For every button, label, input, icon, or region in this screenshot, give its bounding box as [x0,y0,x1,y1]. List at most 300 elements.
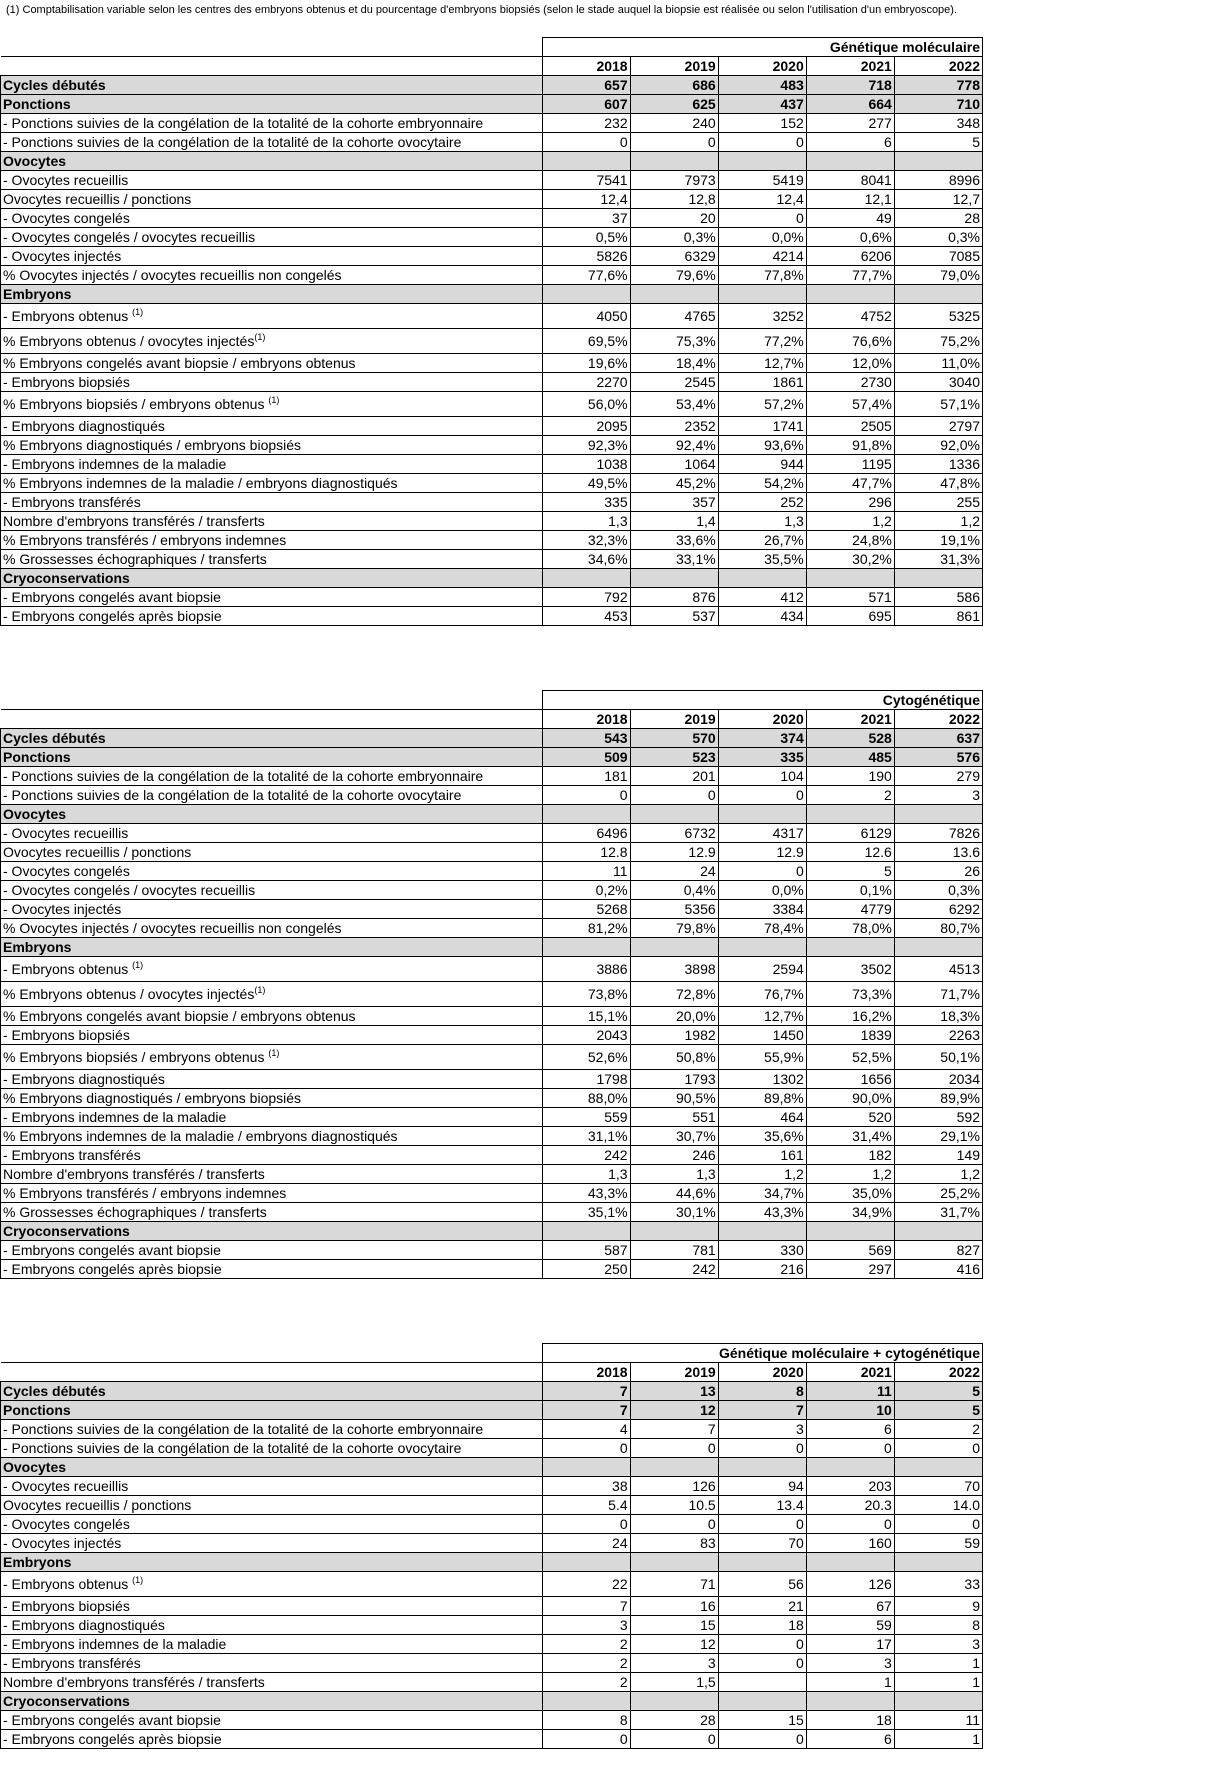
footnote-marker: (1) [268,1048,280,1058]
value-cell: 0,0% [718,228,806,247]
row-label-text: - Embryons congelés après biopsie [3,1731,222,1747]
value-cell: 4765 [630,304,718,329]
row-label [1,1260,543,1279]
row-label-text: - Embryons diagnostiqués [3,418,165,434]
row-label-text: Ovocytes [3,153,67,169]
row-label [1,95,543,114]
value-cell: 6496 [542,824,630,843]
value-cell: 523 [630,748,718,767]
footnote-marker: (1) [254,332,266,342]
table-row [1,1184,983,1203]
value-cell: 2095 [542,417,630,436]
row-label [1,1089,543,1108]
value-cell: 781 [630,1241,718,1260]
value-cell: 31,3% [894,550,982,569]
value-cell: 1656 [806,1070,894,1089]
value-cell: 437 [718,95,806,114]
value-cell: 15 [630,1616,718,1635]
value-cell [894,938,982,957]
row-label [1,1616,543,1635]
value-cell: 1450 [718,1026,806,1045]
value-cell: 0 [718,1439,806,1458]
value-cell: 18 [806,1711,894,1730]
row-label-text: % Embryons indemnes de la maladie / embryons diagnostiqués [3,475,398,491]
value-cell: 28 [894,209,982,228]
value-cell: 570 [630,729,718,748]
value-cell: 13 [630,1382,718,1401]
years-header-row [1,710,983,729]
row-label-text: - Ovocytes congelés [3,1516,130,1532]
value-cell: 77,2% [718,329,806,354]
row-label-text: Nombre d'embryons transférés / transferts [3,1166,265,1182]
value-cell [718,1553,806,1572]
row-label-text: - Embryons biopsiés [3,1598,130,1614]
value-cell: 412 [718,588,806,607]
value-cell: 25,2% [894,1184,982,1203]
value-cell: 75,3% [630,329,718,354]
row-label-text: - Embryons diagnostiqués [3,1071,165,1087]
value-cell: 1,4 [630,512,718,531]
value-cell: 0 [718,1654,806,1673]
value-cell: 79,6% [630,266,718,285]
row-label [1,1401,543,1420]
value-cell: 571 [806,588,894,607]
table-row [1,1420,983,1439]
value-cell: 24 [630,862,718,881]
table-row [1,329,983,354]
row-label-text: - Ovocytes congelés / ovocytes recueillis [3,229,256,245]
table-row [1,228,983,247]
table-row [1,474,983,493]
row-label [1,1515,543,1534]
value-cell: 8996 [894,171,982,190]
value-cell: 335 [718,748,806,767]
table-row [1,900,983,919]
row-label [1,133,543,152]
row-label [1,1496,543,1515]
value-cell: 19,6% [542,354,630,373]
value-cell: 592 [894,1108,982,1127]
value-cell: 37 [542,209,630,228]
value-cell: 71 [630,1572,718,1597]
table-row [1,373,983,392]
row-label-text: - Embryons transférés [3,494,141,510]
value-cell: 2043 [542,1026,630,1045]
value-cell: 657 [542,76,630,95]
empty-corner-cell [1,38,543,57]
value-cell: 28 [630,1711,718,1730]
value-cell: 8 [718,1382,806,1401]
value-cell: 0 [806,1515,894,1534]
row-label-text: Ovocytes recueillis / ponctions [3,844,192,860]
value-cell: 6292 [894,900,982,919]
value-cell: 94 [718,1477,806,1496]
section-header-row [1,285,983,304]
table-row [1,209,983,228]
row-label [1,266,543,285]
row-label [1,1045,543,1070]
value-cell: 6 [806,1420,894,1439]
table-row [1,843,983,862]
table-row [1,588,983,607]
value-cell: 6 [806,1730,894,1749]
value-cell: 9 [894,1597,982,1616]
value-cell: 2 [542,1635,630,1654]
row-label-text: - Embryons indemnes de la maladie [3,456,227,472]
value-cell: 348 [894,114,982,133]
row-label [1,455,543,474]
value-cell [718,938,806,957]
table-row [1,982,983,1007]
value-cell: 7541 [542,171,630,190]
value-cell [806,1222,894,1241]
row-label-text: - Embryons obtenus [3,308,133,324]
value-cell: 12.6 [806,843,894,862]
row-label [1,152,543,171]
value-cell [718,569,806,588]
value-cell [894,1692,982,1711]
table-row [1,1597,983,1616]
row-label-text: - Ovocytes congelés [3,863,130,879]
years-header-row [1,1363,983,1382]
row-label [1,748,543,767]
row-label [1,1420,543,1439]
value-cell: 18,4% [630,354,718,373]
row-label [1,1711,543,1730]
value-cell [718,1458,806,1477]
row-label [1,171,543,190]
row-label-text: % Embryons biopsiés / embryons obtenus [3,396,269,412]
value-cell [718,1673,806,1692]
row-label [1,1597,543,1616]
value-cell: 250 [542,1260,630,1279]
value-cell: 543 [542,729,630,748]
value-cell: 0 [718,209,806,228]
value-cell: 416 [894,1260,982,1279]
row-label-text: - Ponctions suivies de la congélation de la totalité de la cohorte embryonnaire [3,115,484,131]
row-label-text: - Embryons indemnes de la maladie [3,1636,227,1652]
row-label-text: % Ovocytes injectés / ovocytes recueillis non congelés [3,267,342,283]
value-cell: 7 [718,1401,806,1420]
year-header: 2020 [718,710,806,729]
value-cell: 32,3% [542,531,630,550]
value-cell: 3502 [806,957,894,982]
value-cell: 13.6 [894,843,982,862]
table-row [1,881,983,900]
value-cell: 50,8% [630,1045,718,1070]
row-label-text: % Embryons biopsiés / embryons obtenus [3,1049,269,1065]
row-label-text: - Embryons congelés après biopsie [3,1261,222,1277]
row-label [1,512,543,531]
table-row [1,1045,983,1070]
value-cell: 0,3% [894,881,982,900]
value-cell: 59 [894,1534,982,1553]
row-label [1,1534,543,1553]
value-cell: 5356 [630,900,718,919]
value-cell: 35,5% [718,550,806,569]
value-cell: 92,0% [894,436,982,455]
value-cell: 625 [630,95,718,114]
row-label-text: Ovocytes recueillis / ponctions [3,1497,192,1513]
row-label [1,1572,543,1597]
value-cell [806,569,894,588]
table-row [1,1007,983,1026]
value-cell: 12,1 [806,190,894,209]
value-cell [806,152,894,171]
row-label-text: - Embryons biopsiés [3,1027,130,1043]
table-row [1,417,983,436]
value-cell [894,1458,982,1477]
value-cell: 22 [542,1572,630,1597]
value-cell: 2 [542,1673,630,1692]
row-label [1,1222,543,1241]
value-cell: 20.3 [806,1496,894,1515]
value-cell: 944 [718,455,806,474]
value-cell: 8 [542,1711,630,1730]
row-label-text: Ovocytes [3,1459,67,1475]
value-cell: 5268 [542,900,630,919]
value-cell: 277 [806,114,894,133]
value-cell: 1,5 [630,1673,718,1692]
value-cell: 1,2 [894,1165,982,1184]
value-cell [630,569,718,588]
value-cell: 77,7% [806,266,894,285]
value-cell: 778 [894,76,982,95]
row-label-text: Ponctions [3,96,71,112]
table-row [1,190,983,209]
row-label-text: - Ponctions suivies de la congélation de la totalité de la cohorte ovocytaire [3,134,462,150]
value-cell [894,569,982,588]
value-cell: 3384 [718,900,806,919]
value-cell: 31,4% [806,1127,894,1146]
table-row [1,1616,983,1635]
section-header-row [1,805,983,824]
value-cell: 5.4 [542,1496,630,1515]
value-cell: 537 [630,607,718,626]
row-label [1,729,543,748]
value-cell: 0 [718,862,806,881]
row-label [1,881,543,900]
table-row [1,436,983,455]
value-cell: 6732 [630,824,718,843]
row-label [1,767,543,786]
row-label [1,1184,543,1203]
value-cell [630,285,718,304]
table-row [1,1496,983,1515]
value-cell: 1839 [806,1026,894,1045]
value-cell: 2545 [630,373,718,392]
value-cell: 160 [806,1534,894,1553]
row-label [1,1108,543,1127]
value-cell: 77,6% [542,266,630,285]
value-cell: 2352 [630,417,718,436]
row-label-text: % Embryons obtenus / ovocytes injectés [3,986,255,1002]
table-row [1,1673,983,1692]
value-cell: 181 [542,767,630,786]
value-cell: 2505 [806,417,894,436]
year-header: 2019 [630,57,718,76]
year-header: 2021 [806,1363,894,1382]
footnote-marker: (1) [268,395,280,405]
table-genetique-moleculaire-cytogenetique [0,1343,983,1749]
value-cell: 1302 [718,1070,806,1089]
value-cell: 18 [718,1616,806,1635]
table-row [1,1108,983,1127]
year-header: 2018 [542,1363,630,1382]
section-header-row [1,1553,983,1572]
row-label [1,531,543,550]
table-row [1,1401,983,1420]
table-row [1,767,983,786]
table-row [1,354,983,373]
value-cell [718,285,806,304]
row-label-text: - Embryons congelés avant biopsie [3,589,221,605]
value-cell: 6129 [806,824,894,843]
value-cell: 1793 [630,1070,718,1089]
value-cell: 7 [542,1382,630,1401]
value-cell [542,152,630,171]
value-cell: 2263 [894,1026,982,1045]
value-cell [630,1553,718,1572]
value-cell: 57,2% [718,392,806,417]
value-cell: 92,3% [542,436,630,455]
value-cell [718,1222,806,1241]
value-cell: 5419 [718,171,806,190]
value-cell [630,152,718,171]
value-cell: 12.9 [630,843,718,862]
value-cell: 5826 [542,247,630,266]
value-cell: 559 [542,1108,630,1127]
row-label [1,938,543,957]
row-label-text: % Embryons congelés avant biopsie / embryons obtenus [3,355,356,371]
row-label-text: % Embryons diagnostiqués / embryons biopsiés [3,1090,302,1106]
empty-corner-cell [1,1344,543,1363]
value-cell: 2594 [718,957,806,982]
value-cell: 21 [718,1597,806,1616]
value-cell: 607 [542,95,630,114]
value-cell: 0 [894,1439,982,1458]
value-cell: 47,7% [806,474,894,493]
value-cell: 2 [894,1420,982,1439]
value-cell: 279 [894,767,982,786]
value-cell: 453 [542,607,630,626]
value-cell: 3 [542,1616,630,1635]
value-cell: 1064 [630,455,718,474]
table-group-title: Cytogénétique [542,691,982,710]
row-label [1,1553,543,1572]
row-label [1,209,543,228]
value-cell: 90,0% [806,1089,894,1108]
value-cell: 357 [630,493,718,512]
value-cell [542,1692,630,1711]
row-label-text: - Embryons obtenus [3,961,133,977]
table-row [1,1165,983,1184]
row-label [1,900,543,919]
value-cell: 252 [718,493,806,512]
value-cell: 0,4% [630,881,718,900]
row-label [1,417,543,436]
value-cell: 335 [542,493,630,512]
value-cell: 201 [630,767,718,786]
value-cell: 59 [806,1616,894,1635]
value-cell: 12 [630,1635,718,1654]
value-cell: 3 [718,1420,806,1439]
value-cell: 152 [718,114,806,133]
value-cell: 0 [542,1439,630,1458]
value-cell: 1 [894,1654,982,1673]
value-cell: 69,5% [542,329,630,354]
table-row [1,114,983,133]
value-cell: 1,2 [806,512,894,531]
value-cell: 1195 [806,455,894,474]
value-cell: 710 [894,95,982,114]
value-cell: 31,1% [542,1127,630,1146]
value-cell: 1 [894,1730,982,1749]
year-header: 2021 [806,57,894,76]
value-cell: 16 [630,1597,718,1616]
value-cell [630,1692,718,1711]
row-label-text: % Embryons obtenus / ovocytes injectés [3,333,255,349]
value-cell [806,1458,894,1477]
value-cell: 664 [806,95,894,114]
value-cell: 6329 [630,247,718,266]
value-cell: 43,3% [542,1184,630,1203]
value-cell: 34,7% [718,1184,806,1203]
value-cell: 1336 [894,455,982,474]
row-label-text: % Embryons congelés avant biopsie / embryons obtenus [3,1008,356,1024]
value-cell: 4317 [718,824,806,843]
table-row [1,786,983,805]
row-label-text: - Embryons transférés [3,1655,141,1671]
footnote: (1) Comptabilisation variable selon les centres des embryons obtenus et du pourcentage d'embryons biopsiés (selon le stade auquel la biopsie est réalisée ou selon l'utilisation d'un embryoscope). [6,4,958,16]
table-row [1,1203,983,1222]
row-label-text: Nombre d'embryons transférés / transferts [3,513,265,529]
value-cell: 5 [894,1401,982,1420]
table-row [1,1070,983,1089]
table-row [1,1635,983,1654]
value-cell [542,805,630,824]
row-label-text: - Ovocytes recueillis [3,825,129,841]
value-cell: 242 [630,1260,718,1279]
value-cell [542,285,630,304]
value-cell: 0 [718,786,806,805]
value-cell: 26 [894,862,982,881]
value-cell: 0 [718,1730,806,1749]
value-cell: 586 [894,588,982,607]
value-cell: 190 [806,767,894,786]
row-label-text: - Embryons obtenus [3,1576,133,1592]
value-cell: 7 [630,1420,718,1439]
row-label [1,190,543,209]
table-row [1,266,983,285]
year-header: 2020 [718,57,806,76]
value-cell: 0 [630,1439,718,1458]
value-cell: 33,6% [630,531,718,550]
row-label-text: Ponctions [3,1402,71,1418]
row-label [1,1477,543,1496]
row-label [1,114,543,133]
row-label-text: - Ovocytes congelés / ovocytes recueillis [3,882,256,898]
row-label [1,982,543,1007]
value-cell: 24,8% [806,531,894,550]
value-cell: 1,2 [894,512,982,531]
value-cell: 79,8% [630,919,718,938]
value-cell: 20,0% [630,1007,718,1026]
value-cell: 12 [630,1401,718,1420]
value-cell: 876 [630,588,718,607]
row-label [1,285,543,304]
value-cell: 1038 [542,455,630,474]
